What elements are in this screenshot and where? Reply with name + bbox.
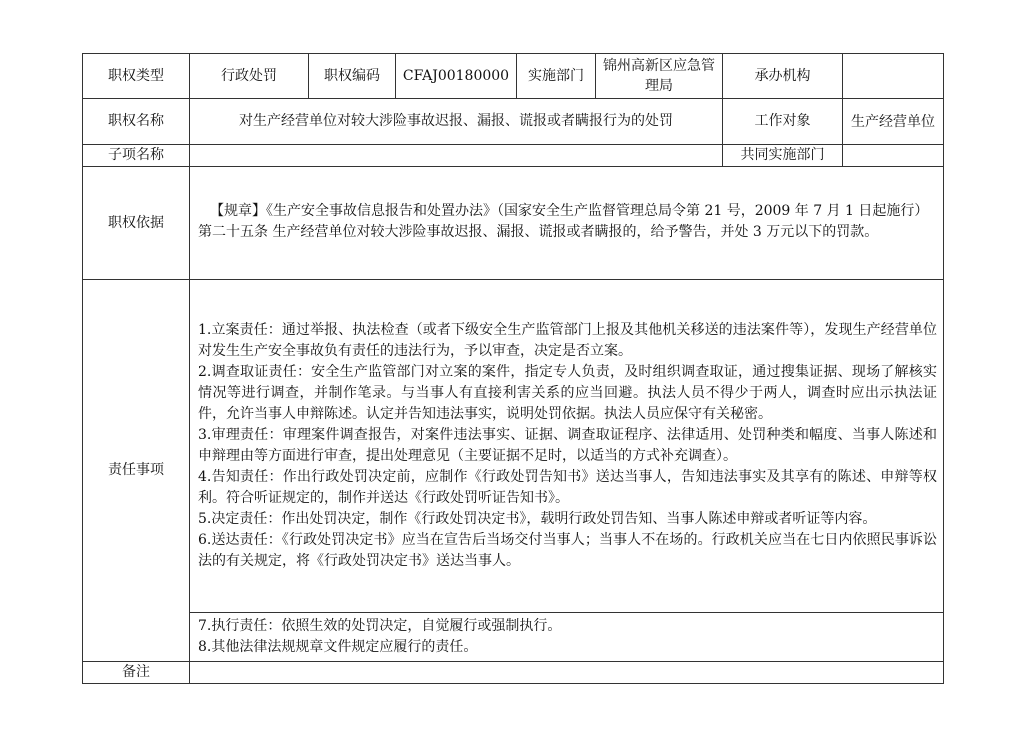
code-label: 职权编码 xyxy=(309,54,396,99)
type-label: 职权类型 xyxy=(83,54,190,99)
duty-item-8: 8.其他法律法规规章文件规定应履行的责任。 xyxy=(198,639,478,655)
duty-label: 责任事项 xyxy=(83,280,190,662)
duty-item-6: 6.送达责任：《行政处罚决定书》应当在宣告后当场交付当事人；当事人不在场的。行政机关应当在七日内依照民事诉讼法的有关规定，将《行政处罚决定书》送达当事人。 xyxy=(198,532,937,569)
row-type xyxy=(83,54,944,99)
name-value: 对生产经营单位对较大涉险事故迟报、漏报、谎报或者瞒报行为的处罚 xyxy=(190,99,723,145)
type-value: 行政处罚 xyxy=(190,54,309,99)
object-value: 生产经营单位 xyxy=(843,99,944,145)
basis-content xyxy=(190,167,944,280)
remark-label: 备注 xyxy=(83,662,190,684)
row-subitem xyxy=(83,145,944,167)
remark-value xyxy=(190,662,944,684)
duty-item-1: 1.立案责任：通过举报、执法检查（或者下级安全生产监管部门上报及其他机关移送的违法案件等），发现生产经营单位对发生生产安全事故负有责任的违法行为，予以审查，决定是否立案。 xyxy=(198,322,937,359)
row-duty-cont xyxy=(83,613,944,662)
joint-label: 共同实施部门 xyxy=(723,145,843,167)
sub-value xyxy=(190,145,723,167)
object-label: 工作对象 xyxy=(723,99,843,145)
duty-item-4: 4.告知责任：作出行政处罚决定前，应制作《行政处罚告知书》送达当事人，告知违法事实及其享有的陈述、申辩等权利。符合听证规定的，制作并送达《行政处罚听证告知书》。 xyxy=(198,469,937,506)
code-value: CFAJ00180000 xyxy=(396,54,517,99)
row-basis xyxy=(83,167,944,280)
authority-table-sheet xyxy=(82,53,943,684)
row-remark xyxy=(83,662,944,684)
sub-label: 子项名称 xyxy=(83,145,190,167)
row-duty xyxy=(83,280,944,613)
org-value xyxy=(843,54,944,99)
row-name xyxy=(83,99,944,145)
duty-content xyxy=(190,280,944,613)
duty-item-7: 7.执行责任：依照生效的处罚决定，自觉履行或强制执行。 xyxy=(198,618,562,634)
basis-line-1: 【规章】《生产安全事故信息报告和处置办法》（国家安全生产监督管理总局令第 21 号，2009 年 7 月 1 日起施行） xyxy=(210,203,929,219)
duty-item-2: 2.调查取证责任：安全生产监管部门对立案的案件，指定专人负责，及时组织调查取证，通过搜集证据、现场了解核实情况等进行调查，并制作笔录。与当事人有直接利害关系的应当回避。执法人员不得少于两人，调查时应出示执法证件，允许当事人申辩陈述。认定并告知违法事实，说明处罚依据。执法人员应保守有关秘密。 xyxy=(198,364,937,422)
basis-line-2: 第二十五条 生产经营单位对较大涉险事故迟报、漏报、谎报或者瞒报的，给予警告，并处 3 万元以下的罚款。 xyxy=(198,224,879,240)
joint-value xyxy=(843,145,944,167)
duty-item-3: 3.审理责任：审理案件调查报告，对案件违法事实、证据、调查取证程序、法律适用、处罚种类和幅度、当事人陈述和申辩理由等方面进行审查，提出处理意见（主要证据不足时，以适当的方式补充调查）。 xyxy=(198,427,937,464)
name-label: 职权名称 xyxy=(83,99,190,145)
dept-value: 锦州高新区应急管理局 xyxy=(596,54,723,99)
dept-label: 实施部门 xyxy=(517,54,596,99)
org-label: 承办机构 xyxy=(723,54,843,99)
basis-label: 职权依据 xyxy=(83,167,190,280)
duty-content-cont xyxy=(190,613,944,662)
authority-table xyxy=(82,53,944,684)
duty-item-5: 5.决定责任：作出处罚决定，制作《行政处罚决定书》，载明行政处罚告知、当事人陈述申辩或者听证等内容。 xyxy=(198,511,877,527)
